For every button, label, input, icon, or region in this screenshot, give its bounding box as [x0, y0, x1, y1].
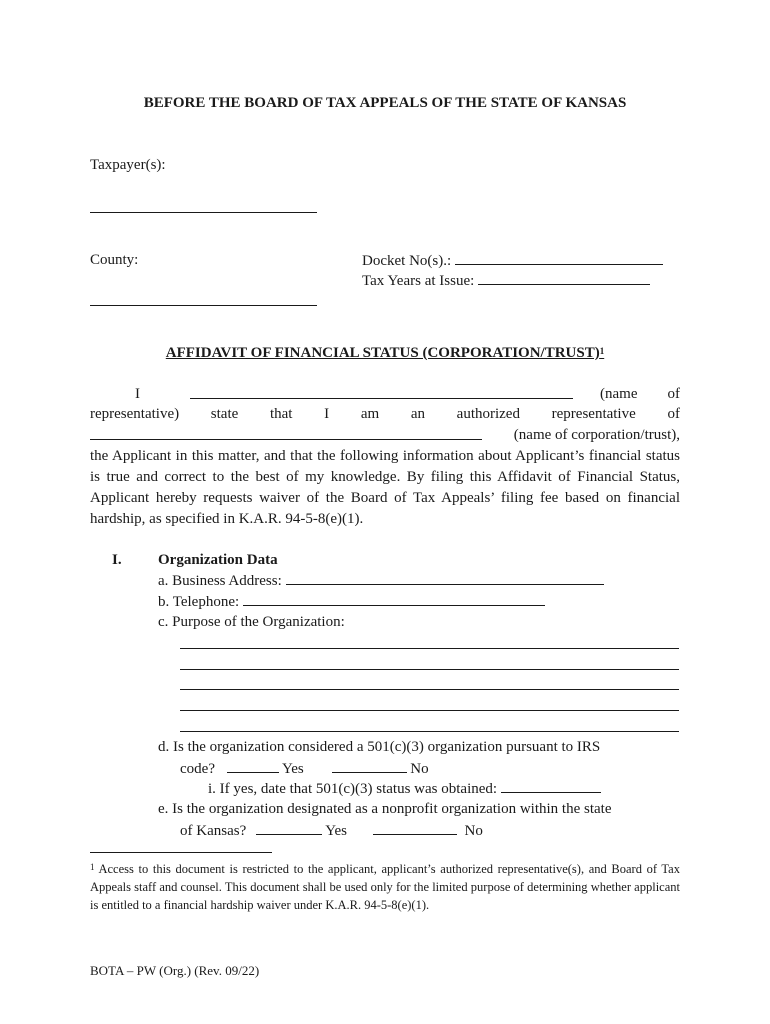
question-d-i-row: [208, 778, 601, 799]
word: representative): [90, 406, 180, 422]
corporation-name-blank[interactable]: [90, 425, 482, 440]
footnote-text: [90, 860, 680, 914]
of-word: of: [667, 386, 680, 402]
telephone-row: [158, 591, 545, 612]
word: an: [410, 406, 425, 422]
form-identifier: BOTA – PW (Org.) (Rev. 09/22): [90, 963, 260, 978]
question-d-answer-row: [180, 758, 429, 779]
tax-years-row: [362, 270, 650, 291]
county-blank[interactable]: [90, 305, 317, 306]
e-yes-blank[interactable]: [256, 820, 322, 835]
purpose-line-2[interactable]: [180, 669, 679, 670]
footnote-ref: 1: [599, 346, 605, 356]
taxpayer-label: Taxpayer(s):: [90, 157, 166, 173]
docket-row: [362, 250, 663, 271]
telephone-label: b. Telephone:: [158, 594, 240, 610]
representative-name-blank[interactable]: [190, 384, 573, 399]
question-e-answer-row: [180, 820, 483, 841]
question-d-text: d. Is the organization considered a 501(c)(3) organization pursuant to IRS: [158, 739, 601, 755]
document-title: BEFORE THE BOARD OF TAX APPEALS OF THE STATE OF KANSAS: [143, 95, 627, 111]
telephone-blank[interactable]: [243, 591, 545, 606]
date-obtained-blank[interactable]: [501, 778, 601, 793]
county-label: County:: [90, 252, 139, 268]
d-no-blank[interactable]: [332, 758, 407, 773]
date-obtained-label: i. If yes, date that 501(c)(3) status was obtained:: [208, 781, 498, 797]
e-no-label: No: [464, 823, 483, 839]
affidavit-body: the Applicant in this matter, and that the following information about Applicant’s financial status is true and correct to the best of my knowledge. By filing this Affidavit of Financial Status, Applicant hereby requests waiver of the Board of Tax Appeals’ filing fee based on financial hardship, as specified in K.A.R. 94-5-8(e)(1).: [90, 448, 680, 527]
word: state: [210, 406, 239, 422]
e-yes-label: Yes: [325, 823, 348, 839]
affidavit-line-2: [90, 404, 680, 424]
docket-label: Docket No(s).:: [362, 253, 452, 269]
question-e-text: e. Is the organization designated as a nonprofit organization within the state: [158, 801, 612, 817]
purpose-label: c. Purpose of the Organization:: [158, 614, 345, 630]
purpose-line-1[interactable]: [180, 648, 679, 649]
word: representative: [551, 406, 636, 422]
section-title: Organization Data: [158, 552, 278, 568]
d-yes-blank[interactable]: [227, 758, 279, 773]
footnote-body: Access to this document is restricted to the applicant, applicant’s authorized representative(s), and Board of Tax Appeals staff and counsel. This document shall be used only for the limited purpose of determining whether applicant is entitled to a financial hardship waiver under K.A.R. 94-5-8(e)(1).: [90, 862, 680, 912]
section-number: I.: [112, 552, 122, 568]
tax-years-label: Tax Years at Issue:: [362, 273, 475, 289]
taxpayer-name-blank[interactable]: [90, 212, 317, 213]
purpose-line-5[interactable]: [180, 731, 679, 732]
business-address-blank[interactable]: [286, 570, 604, 585]
purpose-line-4[interactable]: [180, 710, 679, 711]
footnote-separator: [90, 852, 272, 853]
docket-blank[interactable]: [455, 250, 663, 265]
word: I: [324, 406, 330, 422]
business-address-row: [158, 570, 604, 591]
word: authorized: [456, 406, 520, 422]
of-kansas-label: of Kansas?: [180, 823, 247, 839]
d-yes-label: Yes: [281, 761, 304, 777]
word: that: [269, 406, 293, 422]
business-address-label: a. Business Address:: [158, 573, 282, 589]
tax-years-blank[interactable]: [478, 270, 650, 285]
purpose-line-3[interactable]: [180, 689, 679, 690]
e-no-blank[interactable]: [373, 820, 457, 835]
affidavit-heading: AFFIDAVIT OF FINANCIAL STATUS (CORPORATION/TRUST)$^1$: [165, 345, 605, 361]
code-label: code?: [180, 761, 215, 777]
corporation-paren: (name of corporation/trust),: [513, 427, 680, 443]
footnote-marker: 1: [90, 862, 95, 872]
word: am: [360, 406, 380, 422]
pronoun-i: I: [135, 386, 140, 402]
name-paren: (name: [600, 386, 638, 402]
word: of: [667, 406, 680, 422]
d-no-label: No: [410, 761, 429, 777]
